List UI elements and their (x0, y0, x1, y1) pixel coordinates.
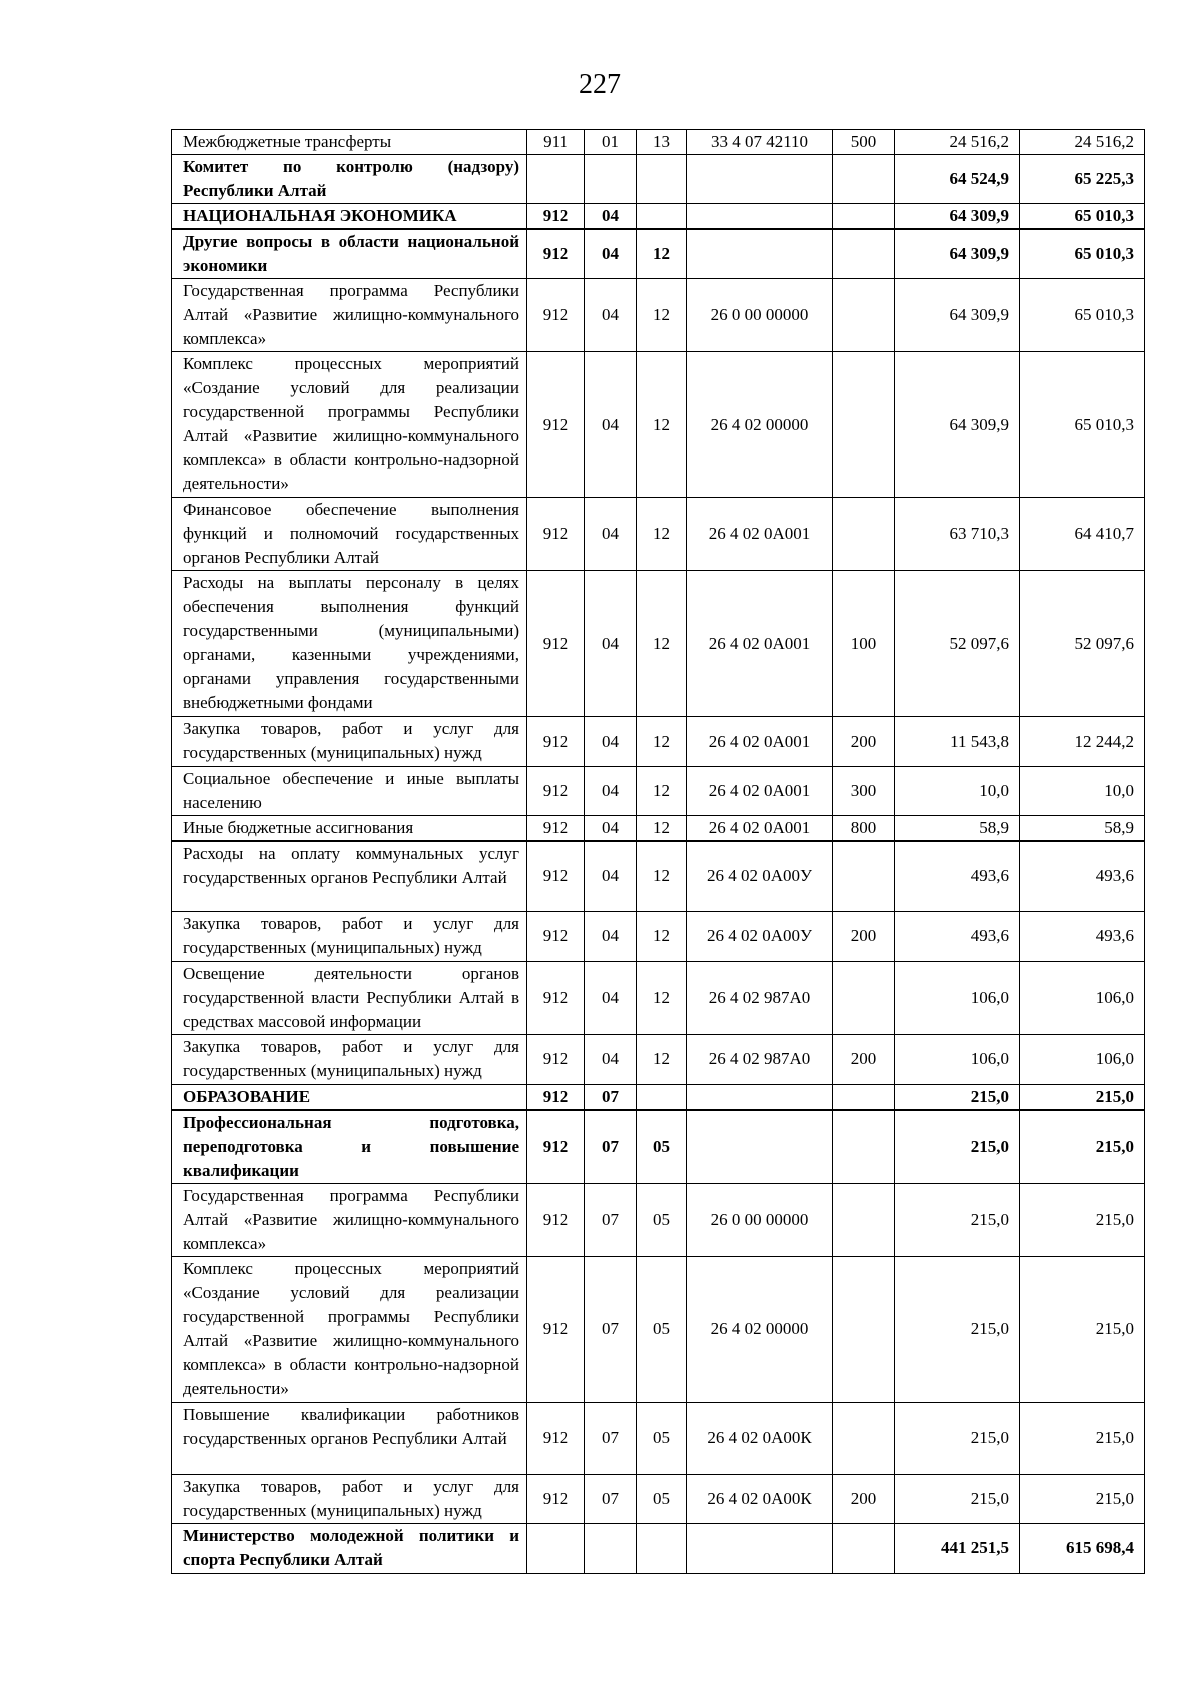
cell-amount-year-1: 63 710,3 (895, 498, 1020, 571)
cell-amount-year-1: 215,0 (895, 1110, 1020, 1184)
cell-expense-type (833, 1402, 895, 1474)
cell-amount-year-1: 215,0 (895, 1256, 1020, 1402)
cell-amount-year-1: 215,0 (895, 1402, 1020, 1474)
cell-section: 04 (585, 717, 637, 767)
cell-amount-year-2: 106,0 (1020, 961, 1145, 1034)
cell-section: 04 (585, 911, 637, 961)
cell-section: 07 (585, 1474, 637, 1523)
cell-amount-year-2: 615 698,4 (1020, 1523, 1145, 1573)
cell-expense-type (833, 279, 895, 352)
cell-amount-year-2: 64 410,7 (1020, 498, 1145, 571)
cell-section: 04 (585, 571, 637, 717)
cell-grbs: 911 (527, 130, 585, 155)
cell-amount-year-2: 493,6 (1020, 841, 1145, 911)
cell-expense-type (833, 352, 895, 498)
cell-amount-year-2: 65 010,3 (1020, 279, 1145, 352)
cell-subsection: 12 (637, 717, 687, 767)
cell-target-article: 26 4 02 987А0 (687, 1034, 833, 1084)
cell-expense-type (833, 1084, 895, 1110)
table-row (172, 767, 1145, 816)
cell-amount-year-1: 52 097,6 (895, 571, 1020, 717)
cell-amount-year-2: 106,0 (1020, 1034, 1145, 1084)
cell-name: Повышение квалификации работников государственных органов Республики Алтай (172, 1402, 527, 1474)
cell-subsection: 05 (637, 1474, 687, 1523)
cell-name: Иные бюджетные ассигнования (172, 816, 527, 842)
cell-grbs: 912 (527, 352, 585, 498)
table-row (172, 204, 1145, 230)
table-row (172, 911, 1145, 961)
cell-amount-year-1: 215,0 (895, 1474, 1020, 1523)
cell-amount-year-2: 65 010,3 (1020, 352, 1145, 498)
cell-grbs: 912 (527, 767, 585, 816)
cell-subsection: 12 (637, 571, 687, 717)
cell-subsection: 05 (637, 1183, 687, 1256)
cell-amount-year-1: 106,0 (895, 1034, 1020, 1084)
cell-subsection: 12 (637, 767, 687, 816)
table-row (172, 1183, 1145, 1256)
cell-section: 04 (585, 204, 637, 230)
cell-amount-year-1: 64 309,9 (895, 279, 1020, 352)
cell-amount-year-1: 215,0 (895, 1183, 1020, 1256)
cell-grbs: 912 (527, 204, 585, 230)
cell-amount-year-2: 215,0 (1020, 1402, 1145, 1474)
table-row (172, 1034, 1145, 1084)
cell-grbs: 912 (527, 1256, 585, 1402)
cell-section: 01 (585, 130, 637, 155)
cell-name: Социальное обеспечение и иные выплаты населению (172, 767, 527, 816)
cell-amount-year-2: 65 010,3 (1020, 229, 1145, 279)
cell-target-article: 26 4 02 0А00У (687, 911, 833, 961)
cell-subsection (637, 1084, 687, 1110)
cell-subsection: 12 (637, 279, 687, 352)
cell-grbs: 912 (527, 1183, 585, 1256)
cell-grbs: 912 (527, 1084, 585, 1110)
cell-target-article: 26 4 02 0А001 (687, 767, 833, 816)
cell-amount-year-1: 64 309,9 (895, 352, 1020, 498)
cell-subsection: 05 (637, 1256, 687, 1402)
cell-section: 04 (585, 1034, 637, 1084)
cell-grbs: 912 (527, 1034, 585, 1084)
cell-expense-type (833, 1256, 895, 1402)
cell-name: Комитет по контролю (надзору) Республики Алтай (172, 155, 527, 204)
cell-expense-type: 100 (833, 571, 895, 717)
cell-grbs (527, 155, 585, 204)
table-row (172, 1110, 1145, 1184)
cell-name: Расходы на оплату коммунальных услуг государственных органов Республики Алтай (172, 841, 527, 911)
cell-grbs: 912 (527, 279, 585, 352)
cell-grbs: 912 (527, 717, 585, 767)
table-row (172, 279, 1145, 352)
table-row (172, 1474, 1145, 1523)
cell-subsection (637, 155, 687, 204)
cell-amount-year-1: 64 524,9 (895, 155, 1020, 204)
table-row (172, 961, 1145, 1034)
cell-name: НАЦИОНАЛЬНАЯ ЭКОНОМИКА (172, 204, 527, 230)
cell-amount-year-1: 215,0 (895, 1084, 1020, 1110)
cell-amount-year-1: 58,9 (895, 816, 1020, 842)
cell-expense-type (833, 1523, 895, 1573)
cell-subsection: 12 (637, 352, 687, 498)
page-number: 227 (579, 69, 621, 100)
cell-expense-type (833, 498, 895, 571)
cell-amount-year-2: 10,0 (1020, 767, 1145, 816)
cell-grbs: 912 (527, 571, 585, 717)
cell-amount-year-2: 24 516,2 (1020, 130, 1145, 155)
cell-amount-year-1: 441 251,5 (895, 1523, 1020, 1573)
cell-target-article: 26 0 00 00000 (687, 279, 833, 352)
cell-subsection: 05 (637, 1110, 687, 1184)
table-row (172, 155, 1145, 204)
cell-target-article: 26 4 02 00000 (687, 352, 833, 498)
cell-target-article (687, 204, 833, 230)
cell-amount-year-2: 58,9 (1020, 816, 1145, 842)
cell-grbs: 912 (527, 498, 585, 571)
cell-section: 07 (585, 1183, 637, 1256)
cell-target-article: 26 4 02 0А001 (687, 498, 833, 571)
cell-subsection: 12 (637, 498, 687, 571)
table-row (172, 498, 1145, 571)
cell-grbs (527, 1523, 585, 1573)
cell-target-article (687, 155, 833, 204)
cell-target-article: 26 4 02 00000 (687, 1256, 833, 1402)
budget-table (171, 129, 1145, 1574)
cell-target-article: 33 4 07 42110 (687, 130, 833, 155)
cell-expense-type (833, 204, 895, 230)
table-row (172, 816, 1145, 842)
cell-name: Закупка товаров, работ и услуг для государственных (муниципальных) нужд (172, 911, 527, 961)
cell-expense-type: 500 (833, 130, 895, 155)
cell-expense-type (833, 229, 895, 279)
cell-target-article (687, 1110, 833, 1184)
cell-expense-type: 800 (833, 816, 895, 842)
cell-subsection (637, 1523, 687, 1573)
cell-amount-year-1: 11 543,8 (895, 717, 1020, 767)
cell-target-article: 26 4 02 987А0 (687, 961, 833, 1034)
cell-subsection: 12 (637, 229, 687, 279)
cell-section: 07 (585, 1402, 637, 1474)
table-row (172, 1256, 1145, 1402)
cell-name: Межбюджетные трансферты (172, 130, 527, 155)
cell-expense-type: 300 (833, 767, 895, 816)
cell-target-article: 26 4 02 0А00У (687, 841, 833, 911)
cell-subsection: 12 (637, 816, 687, 842)
cell-amount-year-2: 52 097,6 (1020, 571, 1145, 717)
cell-section: 04 (585, 229, 637, 279)
cell-section: 04 (585, 841, 637, 911)
cell-section: 04 (585, 767, 637, 816)
cell-amount-year-2: 65 225,3 (1020, 155, 1145, 204)
cell-name: Комплекс процессных мероприятий «Создание условий для реализации государственной программы Республики Алтай «Развитие жилищно-коммунального комплекса» в области контрольно-надзорной деятельности» (172, 352, 527, 498)
cell-section: 04 (585, 816, 637, 842)
table-row (172, 1084, 1145, 1110)
cell-expense-type (833, 1110, 895, 1184)
cell-section (585, 155, 637, 204)
table-row (172, 130, 1145, 155)
cell-amount-year-1: 64 309,9 (895, 204, 1020, 230)
cell-subsection: 05 (637, 1402, 687, 1474)
cell-name: Комплекс процессных мероприятий «Создание условий для реализации государственной программы Республики Алтай «Развитие жилищно-коммунального комплекса» в области контрольно-надзорной деятельности» (172, 1256, 527, 1402)
cell-amount-year-2: 12 244,2 (1020, 717, 1145, 767)
table-row (172, 229, 1145, 279)
cell-name: Закупка товаров, работ и услуг для государственных (муниципальных) нужд (172, 1474, 527, 1523)
table-row (172, 571, 1145, 717)
cell-name: ОБРАЗОВАНИЕ (172, 1084, 527, 1110)
table-row (172, 841, 1145, 911)
cell-amount-year-2: 215,0 (1020, 1183, 1145, 1256)
cell-expense-type: 200 (833, 1474, 895, 1523)
cell-amount-year-1: 493,6 (895, 911, 1020, 961)
cell-expense-type: 200 (833, 911, 895, 961)
cell-name: Профессиональная подготовка, переподготовка и повышение квалификации (172, 1110, 527, 1184)
cell-grbs: 912 (527, 961, 585, 1034)
cell-target-article: 26 4 02 0А001 (687, 571, 833, 717)
cell-amount-year-1: 64 309,9 (895, 229, 1020, 279)
cell-target-article (687, 1523, 833, 1573)
cell-subsection: 13 (637, 130, 687, 155)
cell-amount-year-1: 10,0 (895, 767, 1020, 816)
cell-section: 07 (585, 1256, 637, 1402)
table-row (172, 352, 1145, 498)
cell-expense-type: 200 (833, 717, 895, 767)
cell-name: Другие вопросы в области национальной экономики (172, 229, 527, 279)
cell-amount-year-1: 493,6 (895, 841, 1020, 911)
cell-amount-year-2: 65 010,3 (1020, 204, 1145, 230)
cell-subsection: 12 (637, 841, 687, 911)
cell-section: 04 (585, 961, 637, 1034)
cell-subsection (637, 204, 687, 230)
cell-grbs: 912 (527, 1402, 585, 1474)
cell-grbs: 912 (527, 1110, 585, 1184)
cell-expense-type (833, 961, 895, 1034)
table-row (172, 717, 1145, 767)
cell-subsection: 12 (637, 911, 687, 961)
cell-grbs: 912 (527, 816, 585, 842)
table-row (172, 1523, 1145, 1573)
cell-section (585, 1523, 637, 1573)
cell-section: 04 (585, 498, 637, 571)
cell-section: 04 (585, 279, 637, 352)
cell-amount-year-1: 106,0 (895, 961, 1020, 1034)
cell-name: Освещение деятельности органов государственной власти Республики Алтай в средствах массовой информации (172, 961, 527, 1034)
cell-target-article (687, 1084, 833, 1110)
cell-name: Министерство молодежной политики и спорта Республики Алтай (172, 1523, 527, 1573)
cell-amount-year-2: 215,0 (1020, 1256, 1145, 1402)
cell-name: Расходы на выплаты персоналу в целях обеспечения выполнения функций государственными (муниципальными) органами, казенными учреждениями, органами управления государственными внебюджетными фондами (172, 571, 527, 717)
cell-target-article: 26 4 02 0А00К (687, 1474, 833, 1523)
cell-subsection: 12 (637, 961, 687, 1034)
cell-grbs: 912 (527, 229, 585, 279)
cell-name: Закупка товаров, работ и услуг для государственных (муниципальных) нужд (172, 1034, 527, 1084)
cell-amount-year-2: 215,0 (1020, 1474, 1145, 1523)
cell-section: 04 (585, 352, 637, 498)
cell-name: Государственная программа Республики Алтай «Развитие жилищно-коммунального комплекса» (172, 1183, 527, 1256)
cell-expense-type (833, 1183, 895, 1256)
cell-amount-year-2: 493,6 (1020, 911, 1145, 961)
cell-target-article (687, 229, 833, 279)
cell-target-article: 26 4 02 0А00К (687, 1402, 833, 1474)
cell-amount-year-2: 215,0 (1020, 1084, 1145, 1110)
cell-name: Государственная программа Республики Алтай «Развитие жилищно-коммунального комплекса» (172, 279, 527, 352)
cell-amount-year-1: 24 516,2 (895, 130, 1020, 155)
cell-expense-type: 200 (833, 1034, 895, 1084)
cell-target-article: 26 4 02 0А001 (687, 816, 833, 842)
cell-grbs: 912 (527, 1474, 585, 1523)
cell-amount-year-2: 215,0 (1020, 1110, 1145, 1184)
cell-name: Финансовое обеспечение выполнения функций и полномочий государственных органов Республики Алтай (172, 498, 527, 571)
cell-section: 07 (585, 1110, 637, 1184)
cell-target-article: 26 0 00 00000 (687, 1183, 833, 1256)
cell-name: Закупка товаров, работ и услуг для государственных (муниципальных) нужд (172, 717, 527, 767)
cell-target-article: 26 4 02 0А001 (687, 717, 833, 767)
cell-section: 07 (585, 1084, 637, 1110)
cell-grbs: 912 (527, 841, 585, 911)
cell-expense-type (833, 155, 895, 204)
cell-subsection: 12 (637, 1034, 687, 1084)
table-row (172, 1402, 1145, 1474)
cell-expense-type (833, 841, 895, 911)
cell-grbs: 912 (527, 911, 585, 961)
